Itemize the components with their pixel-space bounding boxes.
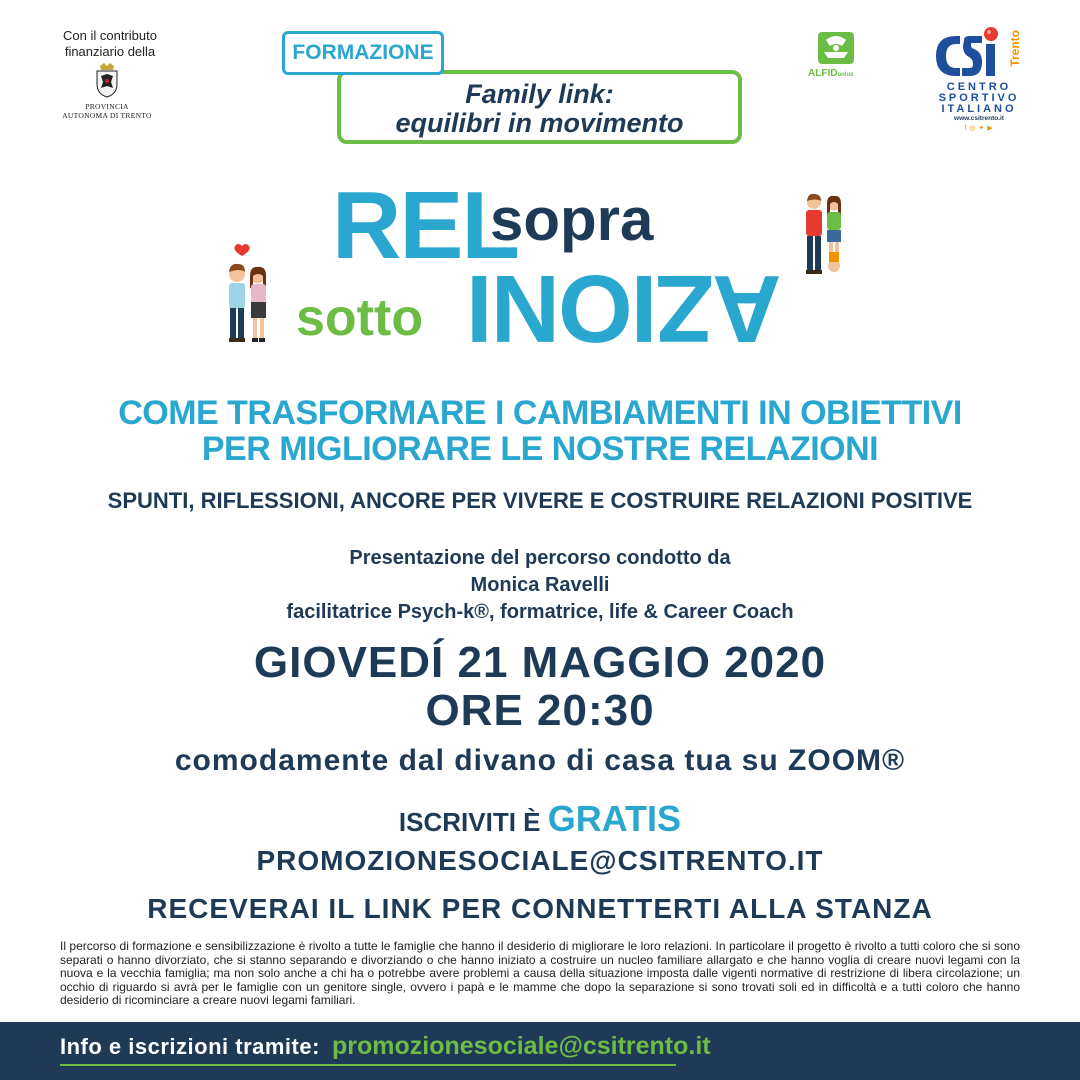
title-sopra: sopra xyxy=(490,186,654,253)
title-azioni-flipped: AZIONI xyxy=(468,255,782,362)
family-link-box xyxy=(337,70,742,144)
csi-trento-label: Trento xyxy=(1008,30,1022,67)
instagram-icon: ◎ xyxy=(969,125,979,132)
event-date: GIOVEDÍ 21 MAGGIO 2020 xyxy=(253,638,827,687)
title-sotto: sotto xyxy=(296,289,424,347)
presenter-name: Monica Ravelli xyxy=(470,574,610,596)
social-icons xyxy=(950,124,1010,132)
csi-url: www.csitrento.it xyxy=(954,115,1004,122)
presenter-role: facilitatrice Psych-k®, formatrice, life & Career Coach xyxy=(286,601,794,623)
link-note: RECEVERAI IL LINK PER CONNETTERTI ALLA STANZA xyxy=(147,893,933,924)
family-link-line1: Family link: xyxy=(465,79,614,109)
gratis-text: GRATIS xyxy=(547,798,682,839)
csi-logo-icon xyxy=(930,26,1008,82)
couple-heart-icon xyxy=(220,242,276,346)
family-link-line2: equilibri in movimento xyxy=(395,108,684,138)
contributo-text: Con il contributo finanziario della xyxy=(63,28,157,59)
coat-of-arms-icon xyxy=(92,62,122,98)
subline: SPUNTI, RIFLESSIONI, ANCORE PER VIVERE E COSTRUIRE RELAZIONI POSITIVE xyxy=(107,488,973,513)
zoom-note: comodamente dal divano di casa tua su ZOOM® xyxy=(174,744,906,777)
provincia-text: PROVINCIA AUTONOMA DI TRENTO xyxy=(62,102,152,120)
presentation xyxy=(0,545,1080,626)
headline xyxy=(0,395,1080,467)
youtube-icon: ▶ xyxy=(987,125,996,132)
description: Il percorso di formazione e sensibilizzazione è rivolto a tutte le famiglie che hanno il desiderio di migliorare le loro relazioni. In particolare il progetto è rivolto a tutti coloro che si sono separati o hanno divorziato, che si stanno separando e divorziando o che hanno iniziato a costruire un nucleo familiare allargato e che hanno voglia di creare nuovi legami con la nuova e la vecchia famiglia; ma non solo anche a chi ha o potrebbe avere problemi a causa della situazione imposta dalle vigenti normative di restrizione di libera circolazione; un occhio di riguardo si avrà per le famiglie con un genitore single, ovvero i papà e le mamme che dopo la separazione si sono trovati soli ed in difficoltà e a tutti coloro che hanno desiderio di ricominciare a creare nuovi legami familiari. xyxy=(60,939,1020,1007)
event-time: ORE 20:30 xyxy=(425,686,655,735)
footer-label: Info e iscrizioni tramite: xyxy=(60,1034,320,1059)
signup-text: ISCRIVITI È xyxy=(398,807,541,837)
alfid-name: ALFIDonlus xyxy=(808,68,854,79)
contact-email[interactable]: PROMOZIONESOCIALE@CSITRENTO.IT xyxy=(256,845,824,876)
presentation-line1: Presentazione del percorso condotto da xyxy=(349,547,731,569)
signup-line xyxy=(0,798,1080,840)
alfid-logo-icon xyxy=(812,28,860,68)
headline-line1: COME TRASFORMARE I CAMBIAMENTI IN OBIETTIVI xyxy=(118,394,962,432)
csi-name: CENTRO SPORTIVO ITALIANO xyxy=(938,81,1020,115)
footer-underline xyxy=(60,1064,676,1066)
facebook-icon: f xyxy=(964,125,970,132)
headline-line2: PER MIGLIORARE LE NOSTRE RELAZIONI xyxy=(201,430,879,468)
formazione-label: FORMAZIONE xyxy=(282,31,444,75)
twitter-icon: ✦ xyxy=(978,125,988,132)
footer-email-link[interactable]: promozionesociale@csitrento.it xyxy=(332,1032,711,1060)
couple-handstand-icon xyxy=(800,190,850,278)
title-rel: REL xyxy=(332,172,518,279)
